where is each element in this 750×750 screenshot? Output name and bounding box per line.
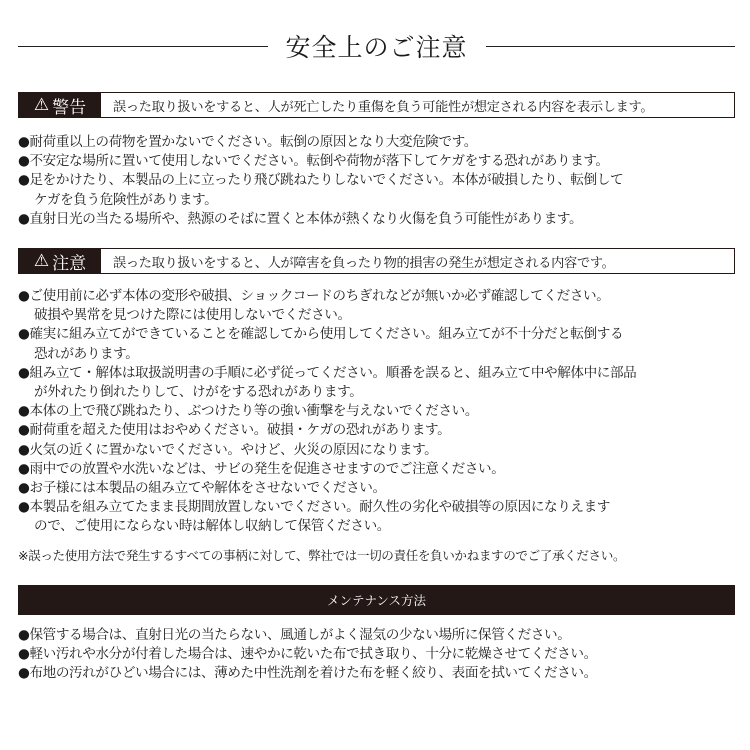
- list-item-text: ●ご使用前に必ず本体の変形や破損、ショックコードのちぎれなどが無いか必ず確認してください。: [18, 288, 610, 304]
- list-item-continuation: ので、ご使用にならない時は解体し収納して保管ください。: [34, 518, 390, 535]
- list-item-text: ●耐荷重以上の荷物を置かないでください。転倒の原因となり大変危険です。: [18, 134, 477, 150]
- warning-list: [18, 133, 743, 229]
- list-item-continuation: 破損や異常を見つけた際には使用しないでください。: [34, 307, 351, 324]
- caution-header: [18, 248, 735, 274]
- list-item: [18, 325, 743, 363]
- title-row: [18, 28, 735, 64]
- caution-label: [19, 249, 101, 273]
- list-item-text: ●耐荷重を超えた使用はおやめください。破損・ケガの恐れがあります。: [18, 422, 451, 439]
- list-item: [18, 402, 743, 421]
- list-item-text: ●足をかけたり、本製品の上に立ったり飛び跳ねたりしないでください。本体が破損したり、転倒して: [18, 172, 624, 189]
- list-item: [18, 210, 743, 229]
- list-item: [18, 479, 743, 498]
- list-item: [18, 133, 743, 152]
- list-item-text: ●本製品を組み立てたまま長期間放置しないでください。耐久性の劣化や破損等の原因になりえます: [18, 499, 610, 516]
- list-item: [18, 364, 743, 402]
- list-item-continuation: が外れたり倒れたりして、けがをする恐れがあります。: [34, 384, 363, 401]
- list-item: [18, 421, 743, 440]
- list-item: [18, 645, 743, 664]
- list-item-text: ●本体の上で飛び跳ねたり、ぶつけたり等の強い衝撃を与えないでください。: [18, 403, 479, 420]
- list-item-text: ●不安定な場所に置いて使用しないでください。転倒や荷物が落下してケガをする恐れがあります。: [18, 153, 609, 170]
- caution-description: 誤った取り扱いをすると、人が障害を負ったり物的損害の発生が想定される内容です。: [113, 255, 615, 271]
- list-item: [18, 626, 743, 645]
- list-item: [18, 498, 743, 536]
- list-item-continuation: ケガを負う危険性があります。: [34, 191, 218, 208]
- list-item: [18, 152, 743, 171]
- list-item-text: ●布地の汚れがひどい場合には、薄めた中性洗剤を着けた布を軽く絞り、表面を拭いてください。: [18, 665, 597, 682]
- list-item: [18, 441, 743, 460]
- warning-triangle-icon: ⚠: [33, 95, 50, 115]
- divider: [486, 46, 736, 47]
- list-item: [18, 287, 743, 325]
- list-item-text: ●保管する場合は、直射日光の当たらない、風通しがよく湿気の少ない場所に保管ください。: [18, 627, 571, 643]
- list-item-text: ●確実に組み立てができていることを確認してから使用してください。組み立てが不十分だと転倒する: [18, 326, 624, 343]
- disclaimer-note: ※誤った使用方法で発生するすべての事柄に対して、弊社では一切の責任を負いかねますのでご了承ください。: [18, 548, 626, 563]
- list-item: [18, 460, 743, 479]
- maintenance-list: [18, 626, 743, 684]
- list-item-continuation: 恐れがあります。: [34, 345, 139, 362]
- list-item-text: ●お子様には本製品の組み立てや解体をさせないでください。: [18, 480, 386, 497]
- list-item-text: ●軽い汚れや水分が付着した場合は、速やかに乾いた布で拭き取り、十分に乾燥させてください。: [18, 646, 597, 663]
- caution-triangle-icon: ⚠: [33, 251, 50, 271]
- list-item-text: ●組み立て・解体は取扱説明書の手順に必ず従ってください。順番を誤ると、組み立て中や解体中に部品: [18, 364, 637, 381]
- caution-label-text: 注意: [52, 253, 87, 274]
- list-item-text: ●火気の近くに置かないでください。やけど、火災の原因になります。: [18, 441, 438, 458]
- warning-description: 誤った取り扱いをすると、人が死亡したり重傷を負う可能性が想定される内容を表示します。: [113, 99, 654, 115]
- maintenance-heading: メンテナンス方法: [18, 585, 735, 615]
- warning-label: [19, 93, 101, 117]
- warning-header: [18, 92, 735, 118]
- caution-list: [18, 287, 743, 537]
- list-item: [18, 664, 743, 683]
- divider: [18, 46, 268, 47]
- warning-label-text: 警告: [52, 97, 87, 118]
- page-title: 安全上のご注意: [285, 33, 468, 62]
- list-item-text: ●直射日光の当たる場所や、熱源のそばに置くと本体が熱くなり火傷を負う可能性があります。: [18, 210, 583, 227]
- list-item: [18, 171, 743, 209]
- list-item-text: ●雨中での放置や水洗いなどは、サビの発生を促進させますのでご注意ください。: [18, 460, 505, 477]
